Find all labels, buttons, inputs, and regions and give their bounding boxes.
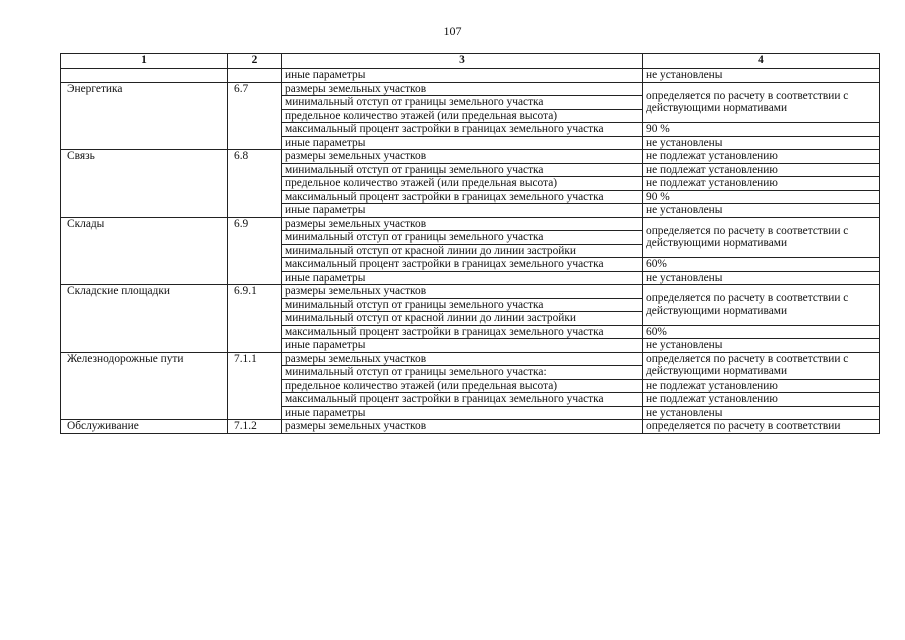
param-cell: размеры земельных участков <box>282 82 643 96</box>
param-cell: предельное количество этажей (или предельная высота) <box>282 109 643 123</box>
param-cell: иные параметры <box>282 204 643 218</box>
value-cell: не подлежат установлению <box>643 150 880 164</box>
column-header-1: 1 <box>61 54 228 69</box>
value-cell: не установлены <box>643 339 880 353</box>
page-number: 107 <box>443 24 462 38</box>
value-cell: не подлежат установлению <box>643 163 880 177</box>
use-type-name: Железнодорожные пути <box>61 352 228 420</box>
name-cell <box>61 69 228 83</box>
param-cell: максимальный процент застройки в границах земельного участка <box>282 123 643 137</box>
value-cell: не установлены <box>643 406 880 420</box>
value-cell: определяется по расчету в соответствии <box>643 420 880 434</box>
param-cell: максимальный процент застройки в границах земельного участка <box>282 393 643 407</box>
param-cell: иные параметры <box>282 406 643 420</box>
value-cell: определяется по расчету в соответствии с действующими нормативами <box>643 285 880 326</box>
table-row <box>61 69 880 83</box>
param-cell: минимальный отступ от границы земельного участка <box>282 298 643 312</box>
value-cell: 60% <box>643 325 880 339</box>
column-header-3: 3 <box>282 54 643 69</box>
table-header-row <box>61 54 880 69</box>
table-row <box>61 217 880 231</box>
column-header-4: 4 <box>643 54 880 69</box>
param-cell: максимальный процент застройки в границах земельного участка <box>282 190 643 204</box>
param-cell: размеры земельных участков <box>282 420 643 434</box>
regulations-table <box>60 53 880 434</box>
table-row <box>61 352 880 366</box>
table-row <box>61 420 880 434</box>
param-cell: иные параметры <box>282 271 643 285</box>
value-cell: 60% <box>643 258 880 272</box>
table-row <box>61 82 880 96</box>
use-type-code: 6.7 <box>228 82 282 150</box>
param-cell: предельное количество этажей (или предельная высота) <box>282 379 643 393</box>
use-type-name: Склады <box>61 217 228 285</box>
table-row <box>61 150 880 164</box>
param-cell: минимальный отступ от границы земельного участка: <box>282 366 643 380</box>
use-type-name: Энергетика <box>61 82 228 150</box>
value-cell: не подлежат установлению <box>643 393 880 407</box>
use-type-code: 7.1.2 <box>228 420 282 434</box>
param-cell: минимальный отступ от красной линии до линии застройки <box>282 312 643 326</box>
param-cell: иные параметры <box>282 69 643 83</box>
value-cell: не установлены <box>643 136 880 150</box>
value-cell: не подлежат установлению <box>643 379 880 393</box>
value-cell: определяется по расчету в соответствии с действующими нормативами <box>643 352 880 379</box>
value-cell: 90 % <box>643 123 880 137</box>
param-cell: минимальный отступ от красной линии до линии застройки <box>282 244 643 258</box>
param-cell: предельное количество этажей (или предельная высота) <box>282 177 643 191</box>
code-cell <box>228 69 282 83</box>
param-cell: иные параметры <box>282 339 643 353</box>
param-cell: размеры земельных участков <box>282 150 643 164</box>
param-cell: максимальный процент застройки в границах земельного участка <box>282 325 643 339</box>
param-cell: минимальный отступ от границы земельного участка <box>282 163 643 177</box>
use-type-name: Обслуживание <box>61 420 228 434</box>
use-type-code: 6.9.1 <box>228 285 282 353</box>
table-row <box>61 285 880 299</box>
param-cell: максимальный процент застройки в границах земельного участка <box>282 258 643 272</box>
param-cell: минимальный отступ от границы земельного участка <box>282 231 643 245</box>
param-cell: минимальный отступ от границы земельного участка <box>282 96 643 110</box>
value-cell: не установлены <box>643 204 880 218</box>
column-header-2: 2 <box>228 54 282 69</box>
param-cell: размеры земельных участков <box>282 217 643 231</box>
use-type-name: Складские площадки <box>61 285 228 353</box>
use-type-code: 6.8 <box>228 150 282 218</box>
use-type-code: 6.9 <box>228 217 282 285</box>
value-cell: определяется по расчету в соответствии с действующими нормативами <box>643 82 880 123</box>
param-cell: размеры земельных участков <box>282 352 643 366</box>
value-cell: 90 % <box>643 190 880 204</box>
use-type-name: Связь <box>61 150 228 218</box>
value-cell: определяется по расчету в соответствии с действующими нормативами <box>643 217 880 258</box>
param-cell: размеры земельных участков <box>282 285 643 299</box>
value-cell: не установлены <box>643 271 880 285</box>
use-type-code: 7.1.1 <box>228 352 282 420</box>
value-cell: не установлены <box>643 69 880 83</box>
param-cell: иные параметры <box>282 136 643 150</box>
value-cell: не подлежат установлению <box>643 177 880 191</box>
